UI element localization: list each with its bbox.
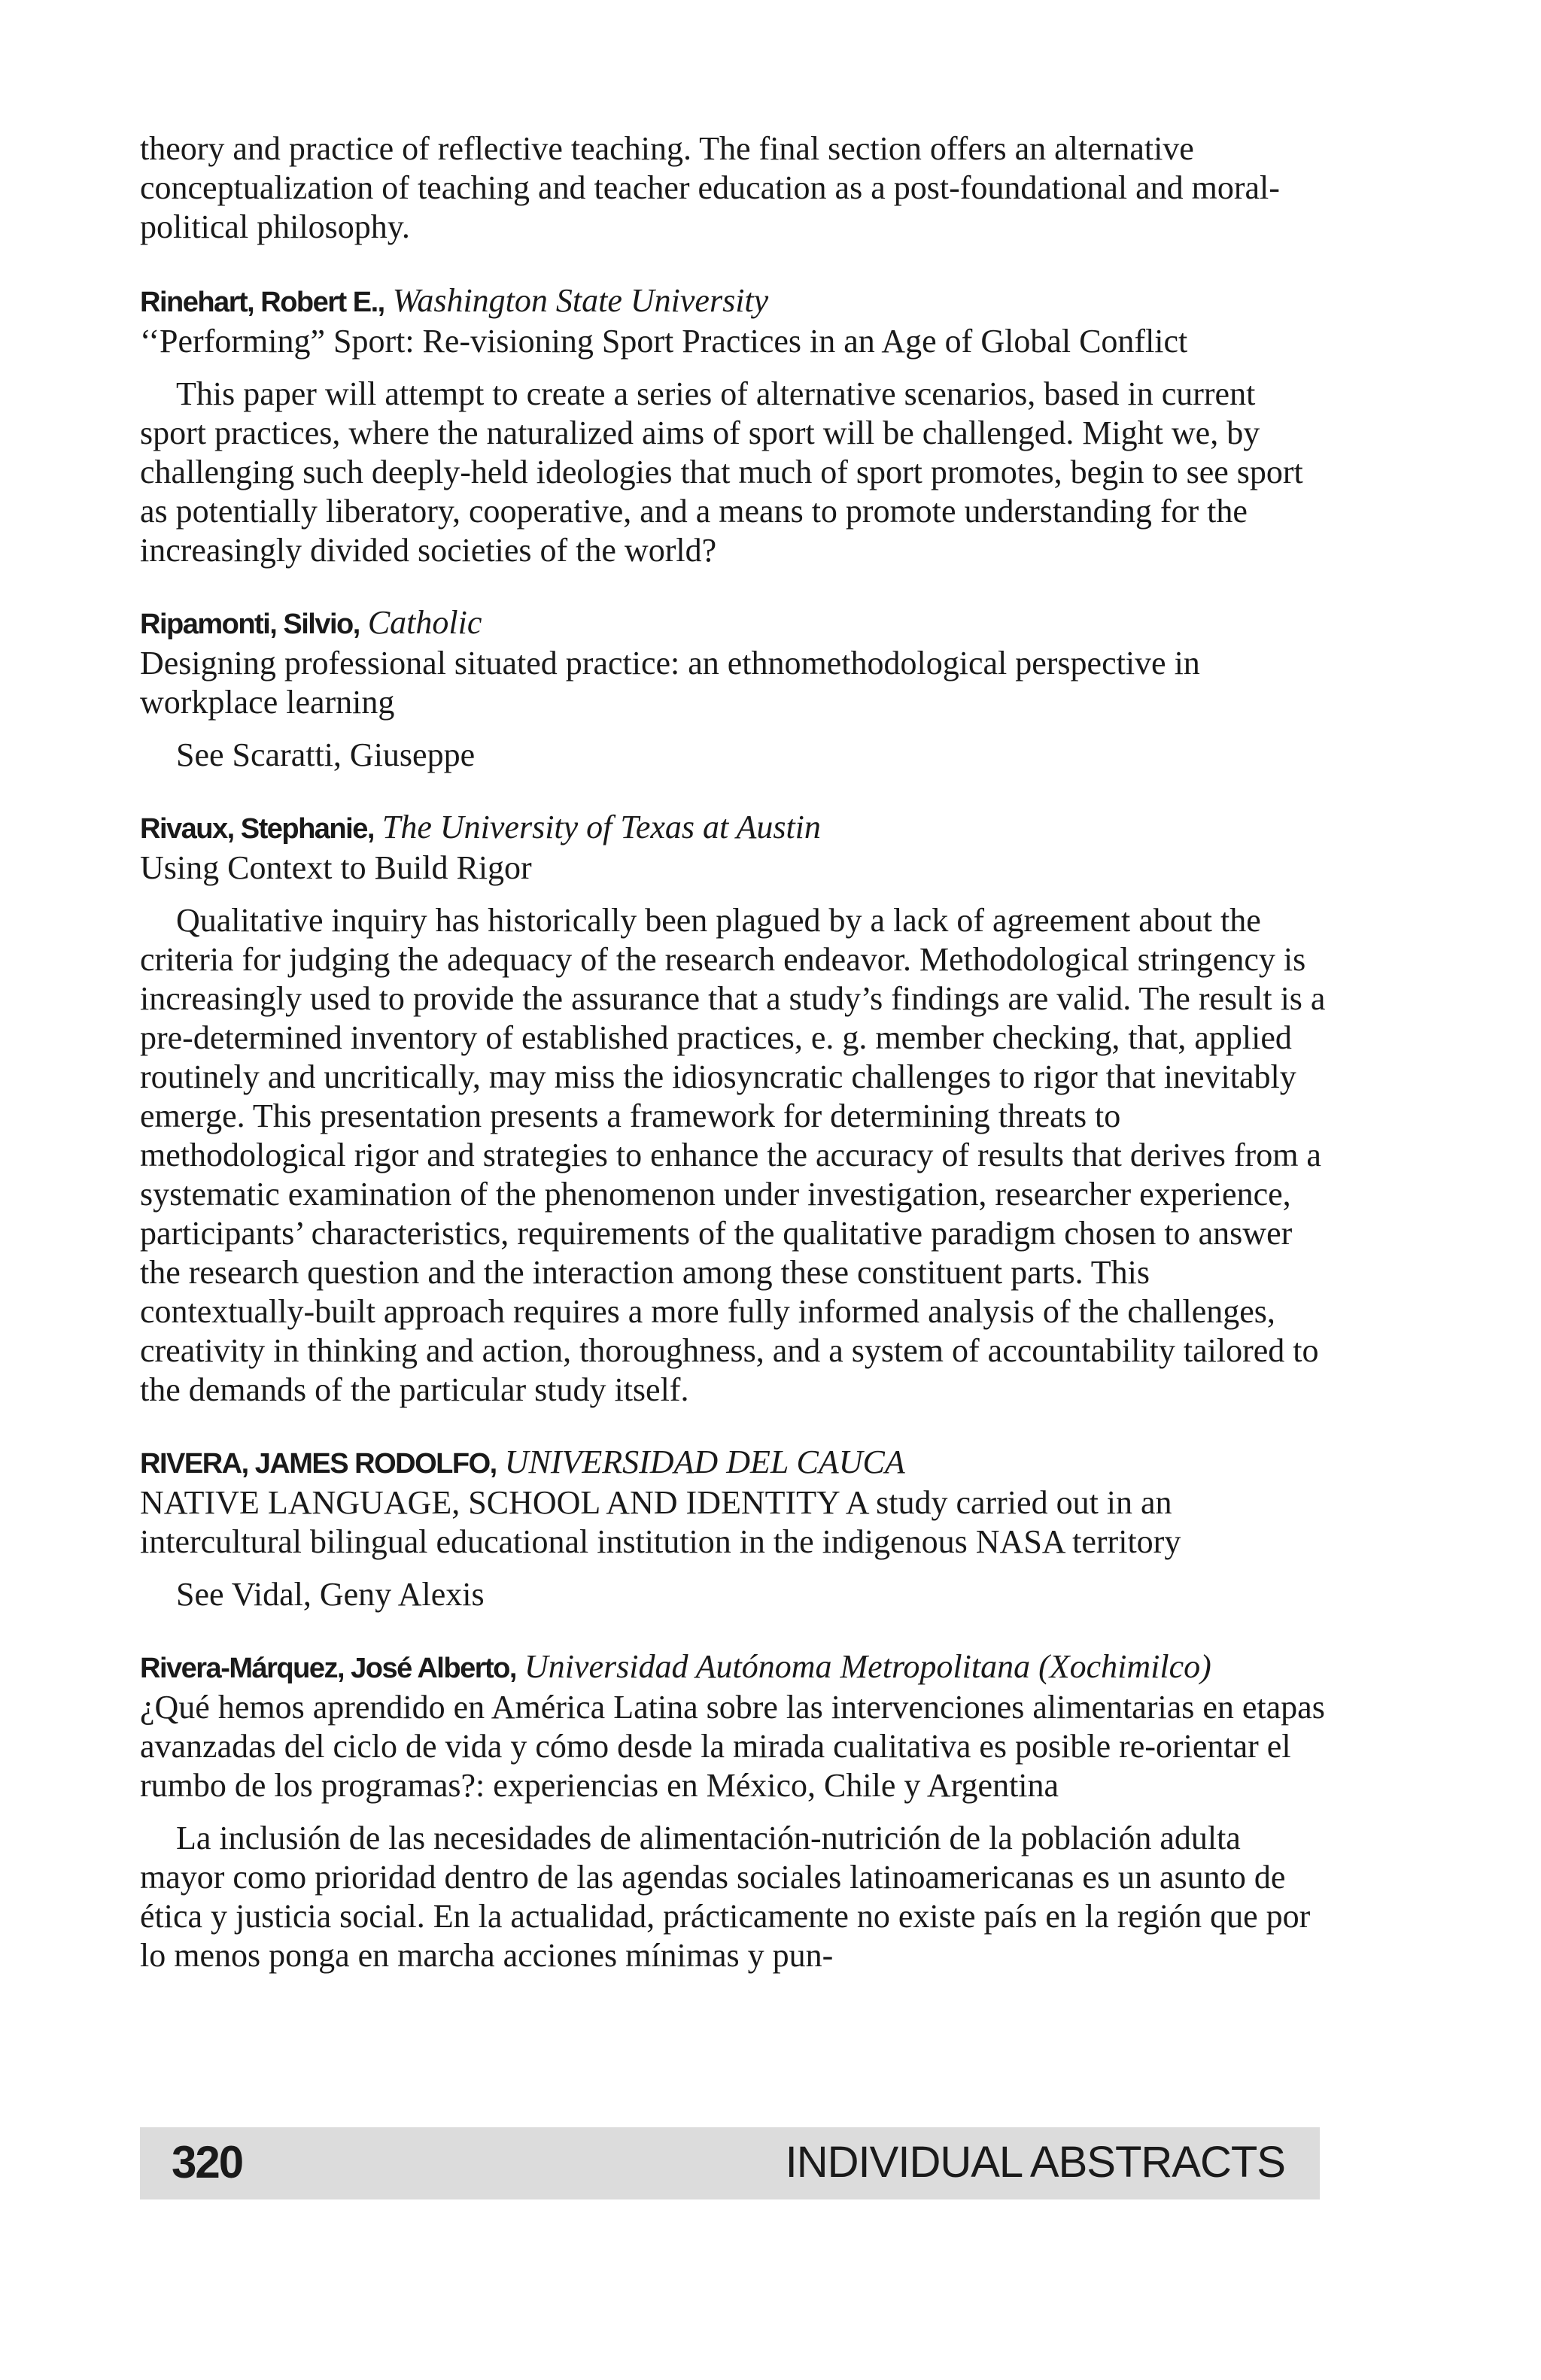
abstract-entry — [140, 281, 1329, 570]
page-number: 320 — [172, 2137, 243, 2187]
paper-title: Designing professional situated practice: an ethnomethodological perspective in workplace learning — [140, 645, 1200, 721]
author-affiliation: UNIVERSIDAD DEL CAUCA — [504, 1443, 905, 1480]
author-affiliation: Universidad Autónoma Metropolitana (Xochimilco) — [524, 1648, 1211, 1685]
abstract-text: This paper will attempt to create a series of alternative scenarios, based in current sport practices, where the naturalized aims of sport will be challenged. Might we, by challenging such deeply-held ideologies that much of sport promotes, begin to see sport as potentially liberatory, cooperative, and a means to promote understanding for the increasingly divided societies of the world? — [140, 375, 1303, 569]
intro-paragraph: theory and practice of reflective teaching. The final section offers an alternative conceptualization of teaching and teacher education as a post-foundational and moral-political philosophy. — [140, 130, 1280, 245]
section-title: INDIVIDUAL ABSTRACTS — [785, 2138, 1285, 2187]
author-name: Rivera-Márquez, José Alberto, — [140, 1653, 516, 1684]
page-footer — [140, 2127, 1320, 2199]
abstract-entry — [140, 808, 1329, 1410]
page-body — [140, 129, 1329, 2008]
abstract-entry — [140, 1647, 1329, 1975]
entry-header — [140, 1647, 1329, 1688]
author-name: Rivaux, Stephanie, — [140, 813, 374, 845]
entry-header — [140, 1443, 1329, 1483]
entry-header — [140, 603, 1329, 644]
paper-title: ¿Qué hemos aprendido en América Latina sobre las intervenciones alimentarias en etapas avanzadas del ciclo de vida y cómo desde la mirada cualitativa es posible re-orientar el rumbo de los programas?: experiencias en México, Chile y Argentina — [140, 1689, 1325, 1804]
abstract-text: Qualitative inquiry has historically been plagued by a lack of agreement about the criteria for judging the adequacy of the research endeavor. Methodological stringency is increasingly used to provide the assurance that a study’s findings are valid. The result is a pre-determined inventory of established practices, e. g. member checking, that, applied routinely and uncritically, may miss the idiosyncratic challenges to rigor that inevitably emerge. This presentation presents a framework for determining threats to methodological rigor and strategies to enhance the accuracy of results that derives from a systematic examination of the phenomenon under investigation, researcher experience, participants’ characteristics, requirements of the qualitative paradigm chosen to answer the research question and the interaction among these constituent parts. This contextually-built approach requires a more fully informed analysis of the challenges, creativity in thinking and action, thoroughness, and a system of accountability tailored to the demands of the particular study itself. — [140, 902, 1326, 1408]
see-also-reference: See Vidal, Geny Alexis — [176, 1576, 485, 1613]
paper-title: Using Context to Build Rigor — [140, 849, 532, 886]
author-name: RIVERA, JAMES RODOLFO, — [140, 1448, 497, 1480]
paper-title: NATIVE LANGUAGE, SCHOOL AND IDENTITY A study carried out in an intercultural bilingual educational institution in the indigenous NASA territory — [140, 1484, 1181, 1560]
author-affiliation: Washington State University — [392, 282, 769, 319]
abstract-entry — [140, 1443, 1329, 1614]
paper-title: ‘‘Performing” Sport: Re-visioning Sport Practices in an Age of Global Conflict — [140, 323, 1188, 360]
author-name: Rinehart, Robert E., — [140, 287, 384, 318]
abstract-entry — [140, 603, 1329, 775]
author-name: Ripamonti, Silvio, — [140, 609, 360, 640]
abstract-text: La inclusión de las necesidades de alimentación-nutrición de la población adulta mayor como prioridad dentro de las agendas sociales latinoamericanas es un asunto de ética y justicia social. En la actualidad, prácticamente no existe país en la región que por lo menos ponga en marcha acciones mínimas y pun- — [140, 1820, 1311, 1974]
entry-header — [140, 808, 1329, 848]
author-affiliation: The University of Texas at Austin — [381, 809, 821, 845]
entry-header — [140, 281, 1329, 322]
see-also-reference: See Scaratti, Giuseppe — [176, 736, 476, 773]
author-affiliation: Catholic — [367, 604, 482, 641]
